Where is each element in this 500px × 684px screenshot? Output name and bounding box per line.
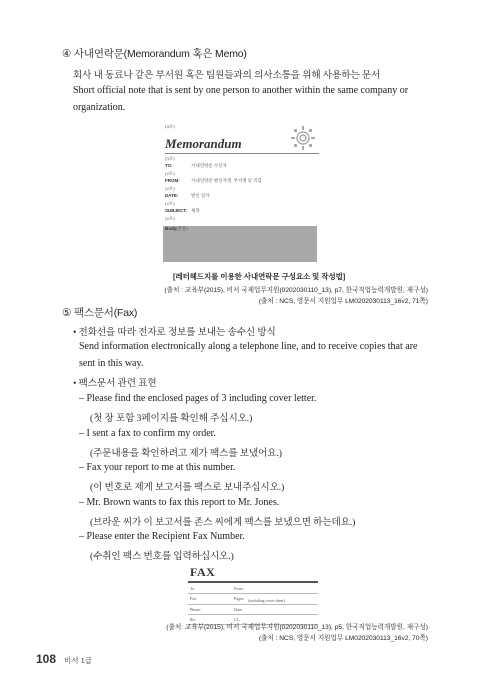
memo-hint: (2포)	[165, 186, 175, 191]
section5-bullet1: • 전화선을 따라 전자로 정보를 보내는 송수신 방식	[73, 327, 276, 338]
expression-ko: (브라운 씨가 이 보고서를 존스 씨에게 팩스를 보냈으면 하는데요.)	[90, 517, 356, 528]
section4-desc-en-2: organization.	[73, 102, 126, 113]
memo-subject-value: 제목	[191, 208, 200, 213]
memo-source-1: (출처 : 교육부(2015), 비서 국제업무지원(0202030110_13), p7, 한국직업능력개발원, 재구성)	[164, 287, 428, 294]
section5-bullet2: • 팩스문서 관련 표현	[73, 378, 157, 389]
memo-date-label: DATE:	[165, 193, 179, 198]
memo-hint: (2포)	[165, 201, 175, 206]
book-title: 비서 1급	[64, 656, 92, 665]
page-number: 108	[36, 652, 57, 666]
memorandum-figure	[163, 120, 323, 265]
section4-desc-en-1: Short official note that is sent by one person to another within the same company or	[73, 85, 409, 96]
fax-title-bar	[188, 581, 318, 583]
fax-rule	[188, 604, 318, 605]
section4-title: ④ 사내연락문(Memorandum 혹은 Memo)	[62, 48, 247, 60]
memo-to-label: TO:	[165, 163, 173, 168]
expression-en: – Please enter the Recipient Fax Number.	[79, 531, 245, 542]
memo-size-hint: (4포)	[165, 124, 175, 129]
fax-field-label: Date:	[234, 607, 243, 612]
expression-ko: (수취인 팩스 번호를 입력하십시오.)	[90, 551, 234, 562]
expression-ko: (첫 장 포함 3페이지를 확인해 주십시오.)	[90, 413, 253, 424]
expression-en: – Fax your report to me at this number.	[79, 462, 236, 473]
section5-bullet1-en-1: Send information electronically along a telephone line, and to receive copies that are	[79, 341, 418, 352]
memo-hint: (2포)	[165, 171, 175, 176]
memo-title: Memorandum	[165, 136, 242, 151]
gear-logo-icon	[289, 124, 317, 152]
expression-ko: (이 번호로 제게 보고서를 팩스로 보내주십시오.)	[90, 482, 285, 493]
section5-title: ⑤ 팩스문서(Fax)	[62, 307, 138, 319]
memo-from-label: FROM:	[165, 178, 180, 183]
memo-rule	[165, 153, 319, 154]
fax-rule	[188, 614, 318, 615]
memo-date-value: 발신 일자	[191, 193, 210, 198]
memo-body-label: Body	[165, 226, 177, 231]
fax-field-label: From:	[234, 586, 244, 591]
fax-field-label: To:	[190, 586, 196, 591]
memo-body-value: (본문)	[176, 226, 188, 231]
memo-caption: [레터헤드지를 이용한 사내연락문 구성요소 및 작성법]	[173, 272, 346, 281]
fax-field-label: Phone:	[190, 607, 202, 612]
fax-title: FAX	[190, 565, 216, 579]
memo-to-value: 사내연락문 수신자	[191, 163, 227, 168]
fax-source-1: (출처: 교육부(2015), 비서 국제업무지원(0202030110_13), p5, 한국직업능력개발원, 재구성)	[166, 624, 428, 631]
fax-field-label: CC:	[234, 617, 241, 622]
memo-from-value: 사내연락문 발신자명, 부서명 및 직함	[191, 178, 262, 183]
expression-en: – Please find the enclosed pages of 3 including cover letter.	[79, 393, 317, 404]
memo-subject-label: SUBJECT:	[165, 208, 188, 213]
memo-source-2: (출처 : NCS, 영문서 지원업무 LM0202030113_16v2, 71쪽)	[258, 298, 428, 305]
fax-field-label: Re:	[190, 617, 196, 622]
fax-rule	[188, 593, 318, 594]
memo-hint: (3포)	[165, 156, 175, 161]
fax-field-label: Fax:	[190, 596, 198, 601]
expression-ko: (주문내용을 확인하려고 제가 팩스를 보냈어요.)	[90, 448, 282, 459]
section5-bullet1-en-2: sent in this way.	[79, 358, 144, 369]
memo-hint: (2포)	[165, 216, 175, 221]
fax-source-2: (출처 : NCS, 영문서 지원업무 LM0202030113_16v2, 70쪽)	[258, 635, 428, 642]
expression-en: – Mr. Brown wants to fax this report to Mr. Jones.	[79, 497, 280, 508]
section4-desc-ko: 회사 내 동료나 같은 부서원 혹은 팀원들과의 의사소통을 위해 사용하는 문서	[73, 70, 381, 81]
fax-field-note: (including cover sheet)	[248, 598, 285, 603]
expression-en: – I sent a fax to confirm my order.	[79, 428, 216, 439]
fax-field-label: Pages:	[234, 596, 245, 601]
